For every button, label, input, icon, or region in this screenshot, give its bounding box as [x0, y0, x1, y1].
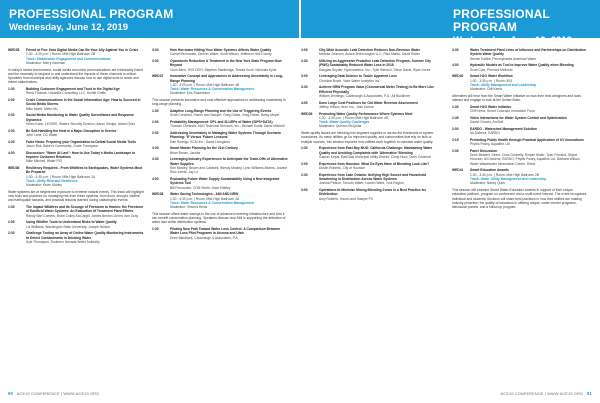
session-meta: Thomas Chesnutt, A&N Technical Services, Inc.; Michael Kohls, David Mitchell: [170, 124, 285, 129]
session-title: Using Wildfire Tools to Understand Risks to Water Quality: [26, 220, 117, 225]
session-meta: 1:30 - 4:30 p.m. | Room: Mile High Ballroom 4D: [319, 115, 389, 120]
session-meta: Helen Kahn, LEGRIS, Waters Security Division; Aaron Sledge; Adam Grizz: [26, 122, 136, 127]
session-description: Attendees will hear from the Smart Water Initiative on how their tech-designers and tools interact and engage to look at the United State.: [452, 93, 581, 103]
session-moderator: Moderator: Cliff Kerns: [470, 87, 503, 92]
session-entry: [301, 188, 437, 201]
session-meta: 1:30 - 3:00 p.m. | Room: Mile High Ballroom 4B: [170, 82, 240, 87]
page-number-right: 91: [586, 391, 592, 396]
session-entry: [152, 120, 288, 129]
program-column-1: [8, 48, 144, 247]
session-code: WED40: [452, 74, 464, 79]
session-entry: [8, 129, 144, 138]
right-page-header: [300, 0, 600, 46]
session-meta: Dan Rodrigo, KCM Inc.; David Livingston: [170, 139, 230, 144]
session-code: 4:00: [301, 100, 308, 105]
session-meta: Daniel Groves, ArcSoft: [470, 120, 504, 125]
session-body: [170, 227, 288, 240]
session-title: Be Self-Handling the Heat in a Major Disruption in Service: [26, 128, 117, 133]
header-date-left: Wednesday, June 12, 2019: [9, 22, 128, 33]
session-entry: [452, 116, 588, 125]
session-track: Track: Utility Risk and Resilience: [26, 178, 78, 183]
session-meta: Drew Beadell, Direct; Chris Donnelly, Simple Water; Tyler Ferrand, Object Houston; Ali Dickens, EARDO; Phyllis Posey, Aquafine Ltd; Barbara Wilson, Water Wastewater Information Center, Direct: [470, 153, 581, 166]
session-body: [319, 48, 437, 57]
session-meta: Steven Kottke, Pennsylvania American Water: [470, 56, 537, 61]
session-code: 1:30: [152, 109, 159, 114]
session-body: [170, 48, 288, 57]
session-entry: [301, 112, 437, 129]
session-title: Crisis Communications in the Social Information Age: How to Succeed in Social Media Storms: [26, 98, 141, 107]
session-meta: 1:30 - 3:30 p.m. | Room: 504: [470, 78, 512, 83]
session-code: 3:00: [152, 48, 159, 52]
session-code: 2:00: [301, 48, 308, 52]
session-body: [319, 59, 437, 72]
session-moderator: Moderator: Kevin Morley: [26, 183, 62, 188]
session-code: 1:30: [301, 146, 308, 151]
session-code: 2:00: [8, 220, 15, 225]
session-entry: [8, 48, 144, 65]
session-title: Experience from Lake Ontario: Unifying High Source and Household Smartening in Distribution Across Water Systems: [319, 172, 427, 181]
session-title: EARDO - Watershed Management Solution: [470, 126, 537, 131]
session-code: 1:30: [152, 227, 159, 232]
session-title: The Impact Wildfires and Its Scourge of Firestorm to Homes: the Firestorm of Eastfield Water Systems: An Evaluation of Treatment Plant Efforts: [26, 205, 144, 214]
session-title: Innovative Concept and Approaches to Addressing Uncertainty in Long-Range Planning: [170, 74, 283, 83]
session-code: 4:00: [8, 150, 15, 155]
session-meta: Joshua Pearce, Toronto Water; Lauren Ward, York Region: [319, 181, 404, 186]
session-title: Done Large Cost Positions for Old Water Revenue Assessment: [319, 100, 418, 105]
session-entry: [152, 109, 288, 118]
session-entry: [152, 227, 288, 240]
session-title: Leveraging Data Science to Tackle Apparent Loss: [319, 74, 397, 79]
program-column-3: [301, 48, 437, 203]
session-meta: Jason Bus, Baker's Community; Susie Thompson: [26, 143, 99, 148]
session-title: Discussion: "Warm At Last": How to Use Today's Media Landscape to Improve Customer Relations: [26, 150, 136, 159]
session-meta: Brian Brown, Jacobs: [170, 150, 201, 155]
session-title: Cyanotoxin Reduction & Treatment in the New York State Program Now Beyond: [170, 58, 282, 68]
session-entry: [8, 98, 144, 111]
session-description: In today's media environment, social media and crisis communications are intrinsically linked and the necessity to respond to and understand the impacts of these channels is critical. Speakers from municipal and utility agencies discuss how to use digital tools to reach and inform stakeholders.: [8, 67, 143, 85]
session-entry: [8, 87, 144, 96]
session-code: 3:30: [152, 157, 159, 162]
session-title: Protecting Public Health through Practical Application of UV Innovations: [470, 137, 584, 142]
header-title-left: PROFESSIONAL PROGRAM: [9, 7, 174, 21]
session-code: 2:15: [452, 137, 459, 142]
session-body: [470, 48, 588, 61]
session-code: 4:00: [152, 176, 159, 181]
session-code: 3:00: [301, 74, 308, 79]
session-body: [470, 138, 588, 147]
session-description: Water quality issues are bleeding into segment supplies or across the thresholds of system boundaries. As many utilities go for improved quality, and communities that rely on bulk or multiple sources, this session explores how utilities work together to maintain water quality.: [301, 131, 434, 144]
session-title: Experience from Houston: What Do Eyes Have of Blending Look Like?: [319, 161, 430, 166]
session-title: Evaluating Future Water Supply Sustainability Using a New Integrated Systems Tool: [170, 176, 280, 186]
session-title: Piloting New Path Toward Water Loss Control: A Comparison Between Water Loss Pilot Programs in Arizona and Utah: [170, 227, 281, 236]
session-code: 2:30: [8, 231, 15, 236]
session-entry: [452, 63, 588, 72]
session-meta: Ali Dickens, EARDO: [470, 131, 500, 136]
session-code: WED35: [8, 48, 20, 52]
session-body: [170, 59, 288, 72]
session-title: Addressing Uncertainty in Managing Water Systems Through Scenario Planning: 'If' Versus 'Future Lessons': [170, 131, 281, 140]
session-entry: [152, 157, 288, 174]
session-meta: John Lane, DC Water: [26, 133, 58, 137]
session-body: [26, 205, 144, 218]
program-column-2: [152, 48, 288, 242]
session-entry: [8, 205, 144, 218]
session-body: [26, 98, 144, 111]
session-code: 1:30: [8, 87, 15, 92]
session-moderator: Moderator: Nancy Quirk: [470, 181, 505, 186]
session-body: [26, 166, 144, 187]
session-meta: Chris Allen, NYS DOH, Stephen Stanbridge, Teresa Knoll, Nicholas Kyrle: [170, 67, 277, 72]
session-title: Utilizing an Aggressive Proactive Leak Detection Program, Sumner City (PWS) Sustainably Reduced Water Loss in 2018: [319, 58, 432, 68]
session-moderator: Moderator: Merry Kaulman: [26, 60, 66, 65]
session-body: [26, 231, 144, 244]
session-body: [470, 168, 588, 185]
session-title: Smart Education Awards: [470, 168, 509, 173]
session-track: Track: Water Utility Management and Leadership: [470, 176, 547, 181]
header-title-right: PROFESSIONAL PROGRAM: [453, 7, 550, 34]
session-meta: Erin Mosley; Brown and Caldwell, Wendy Manley, Lynn Williams-Bivens, Joanne Ruiz-Leeds, Jay Lo: [170, 165, 288, 175]
session-code: 3:00: [301, 187, 308, 192]
session-entry: [301, 146, 437, 159]
session-meta: Bill Fernandez, CDM Smith; Dave Rattley: [170, 185, 231, 190]
session-meta: Gaurav Kirpal, East Bay Municipal Utility District; Cindy Hurd, Doris Crickmar: [319, 154, 431, 159]
session-title: False News: Preparing your Organization to Defeat Social Media Trolls: [26, 139, 137, 144]
session-title: Leveraging Industry Experiences to Anticipate the Trade-Offs of Alternative Water Supplies: [170, 157, 288, 166]
session-meta: 1:30 - 4:30 p.m. | Room: Mile High Ballroom 2B: [26, 52, 96, 57]
session-entry: [452, 48, 588, 61]
session-entry: [152, 74, 288, 95]
session-body: [170, 192, 288, 209]
session-body: [470, 105, 588, 114]
session-meta: Mike Moritt, Metro M1: [26, 106, 58, 111]
session-entry: [8, 151, 144, 164]
session-entry: [452, 149, 588, 166]
session-meta: Melissa Johnson, Aclara Technologies LLC; Paul Marks, David Rutter: [319, 52, 421, 57]
session-meta: Scott Cole, Pennoni Methods: [470, 67, 513, 72]
session-entry: [301, 74, 437, 83]
session-body: [470, 74, 588, 91]
session-entry: [152, 59, 288, 72]
session-code: 2:00: [301, 161, 308, 166]
footer-left: [8, 391, 99, 396]
session-entry: [152, 146, 288, 155]
session-body: [470, 63, 588, 72]
session-title: Probability Management: DPL and SLURPs of Water (SIPS+DATA): [170, 120, 273, 125]
session-code: 2:30: [152, 131, 159, 136]
session-meta: Phyllis Posey, Aquafine Ltd: [470, 142, 510, 147]
session-entry: [301, 48, 437, 57]
session-body: [26, 113, 144, 126]
session-body: [319, 74, 437, 83]
session-code: 2:30: [301, 58, 308, 63]
session-entry: [452, 74, 588, 91]
session-entry: [301, 59, 437, 72]
session-title: Promoting Water Quality Performance Where Systems Meet: [319, 111, 413, 116]
session-title: Water Treatment Plant Lines of Influence and Partnerships on Distribution System Water Quality: [470, 48, 586, 57]
session-code: WED39: [301, 111, 313, 116]
session-body: [319, 101, 437, 110]
footer-right: [501, 391, 592, 396]
session-track: Track: Utility Management and Leadership: [470, 82, 537, 87]
session-track: Track: Water Quality Challenges: [319, 120, 370, 125]
session-code: 3:30: [152, 58, 159, 63]
session-title: Operations to Minimize Mixing Blending Zones in a Best Practice for Distribution: [319, 187, 426, 197]
session-body: [319, 188, 437, 201]
session-meta: 1:30 - 4:30 p.m. | Room: Mile High Ballroom 4A: [170, 196, 240, 201]
session-body: [170, 157, 288, 174]
session-title: Smart Master Planning for the 21st Century: [170, 146, 238, 151]
session-code: 3:30: [452, 48, 459, 52]
session-title: Experience from East Bay MUD: California Challenge: Maintaining Water Quality and Avoiding Complaints with 'Alternative' Blending: [319, 146, 433, 155]
session-code: 4:00: [452, 63, 459, 68]
session-body: [170, 131, 288, 144]
session-meta: Kyle Thompson, Southern Nevada Water Authority: [26, 239, 100, 244]
session-code: WED36: [8, 165, 20, 170]
session-code: 3:30: [8, 139, 15, 144]
session-body: [470, 116, 588, 125]
session-entry: [301, 162, 437, 171]
session-meta: Cornell Buchanan, Denver Water; Scott Wilson, Jefferson Hull County: [170, 52, 272, 57]
session-body: [26, 48, 144, 65]
session-description: This session offers water savings in the use of advanced metering infrastructure and how it can benefit conservation planning. Speakers discuss how AMI is supporting the detection of water loss within distribution systems.: [152, 211, 286, 225]
session-track: Track: Water Resources & Conservation Management: [170, 87, 254, 92]
session-entry: [8, 231, 144, 244]
session-title: Resiliency Required - From Wildfires to Earthquakes, Water Systems Must Be Prepared: [26, 165, 143, 175]
session-meta: Rena Thomas, Urbanitis Consulting LLC, Huntle Griffin: [26, 91, 106, 96]
session-meta: Jeffrey Wilson, Itron Inc.; Josh Dunne: [319, 104, 374, 109]
session-body: [470, 149, 588, 166]
session-meta: Randy Bart Comers, Bram Colley-McCargill, James Benton-Gehm; Ann Gray: [26, 213, 139, 218]
session-code: 3:00: [152, 146, 159, 151]
session-body: [170, 146, 288, 155]
session-entry: [8, 113, 144, 126]
session-entry: [452, 127, 588, 136]
session-code: 2:00: [8, 98, 15, 103]
session-body: [26, 140, 144, 149]
session-code: 1:30: [452, 104, 459, 109]
session-title: Water Saving Technologies - AMI AND NRW: [170, 192, 239, 197]
session-entry: [452, 105, 588, 114]
page-number-left: 90: [8, 391, 14, 396]
session-description: This session presents innovative and cost-effective approaches to addressing uncertainty in long-range planning.: [152, 98, 286, 107]
session-title: Panel Discussion: [470, 148, 498, 153]
left-page-header: [0, 0, 300, 38]
session-code: 2:00: [452, 126, 459, 131]
session-body: [170, 109, 288, 118]
session-entry: [301, 173, 437, 186]
session-code: 1:45: [452, 115, 459, 120]
session-meta: 1:30 - 4:30 p.m. | Room: Mile High Ballroom 2A: [26, 174, 96, 179]
session-entry: [152, 192, 288, 209]
session-body: [170, 74, 288, 95]
session-meta: Mike Mitchell, Water PIO: [26, 159, 63, 164]
session-track: Track: Stakeholder Engagement and Communications: [26, 56, 111, 61]
session-body: [319, 85, 437, 98]
session-title: Hydraulic Models as Tool to Improve Water Quality when Blending: [470, 63, 574, 68]
session-title: Challenge Testing an Array of Online Water Quality Monitoring Instruments to Detect Contaminants in Drinking Water: [26, 231, 144, 240]
session-code: WED41: [452, 168, 464, 173]
session-body: [26, 220, 144, 229]
session-moderator: Moderator: Quinton McQuilla: [319, 124, 362, 129]
header-date-right: Wednesday, June 12, 2019: [453, 35, 572, 46]
session-body: [319, 146, 437, 159]
session-entry: [8, 166, 144, 187]
session-title: Achieve NRW Program Value (Commercial Meter Testing) to Be More Like Efficient Physically: [319, 85, 434, 94]
session-title: How Hurricane Hitting Your Water Systems Affects Water Quality: [170, 48, 272, 52]
session-code: 2:00: [152, 120, 159, 125]
session-entry: [8, 220, 144, 229]
session-code: 2:30: [8, 113, 15, 118]
session-entry: [452, 138, 588, 147]
program-column-4: [452, 48, 588, 212]
session-meta: Cliff Kerns, Smart Colorado Innovation Fund: [470, 109, 535, 114]
session-moderator: Moderator: Eric Rosenblum: [170, 91, 211, 96]
session-meta: 1:30 - 3:30 p.m. | Room: Mile High Ballroom 2B: [470, 172, 540, 177]
session-entry: [152, 177, 288, 190]
session-code: 3:30: [301, 85, 308, 90]
session-body: [319, 173, 437, 186]
session-body: [170, 120, 288, 129]
session-body: [470, 127, 588, 136]
session-meta: Amy Roberts, Hazen and Sawyer PC: [319, 196, 374, 201]
footer-left-text: ACE19 CONFERENCE | WWW.ACE19.ORG: [16, 392, 100, 396]
session-moderator: Moderator: Vincent Hentz: [170, 205, 208, 210]
session-title: Building Customer Engagement and Trust in the Digital Age: [26, 87, 120, 92]
session-title: City-Wide Acoustic Leak Detection Reduces Non-Revenue Water: [319, 48, 421, 52]
session-description: Water systems are at heightened exposure to extreme natural events. This track will highlight new tools and practices for managing risk from these systems, from flood, drought, wildfire and earthquake hazards, and practical lessons learned during catastrophic events.: [8, 189, 144, 203]
session-meta: Douglas Snyder, Hydrometrics, Inc.; Tyler Benson, Steve Davis, Ryan Jones: [319, 67, 431, 72]
session-code: WED37: [152, 74, 164, 79]
session-code: 3:00: [8, 128, 15, 133]
session-code: 1:30: [8, 205, 15, 210]
session-body: [170, 177, 288, 190]
session-title: Video Interactions for Water System Control and Optimization: [470, 115, 567, 120]
session-code: WED38: [152, 192, 164, 197]
session-entry: [152, 131, 288, 144]
session-track: Track: Water Resources & Conservation Management: [170, 200, 254, 205]
session-title: Friend or Foe: How Digital Media Can Be Your Ally Against You in Crisis: [26, 48, 139, 52]
session-meta: Scott Cordovid, Hazen and Sawyer; Greg Gates, Greg Fisher, Betsy Meyer: [170, 113, 280, 118]
session-entry: [8, 140, 144, 149]
session-entry: [152, 48, 288, 57]
session-title: Social Media Monitoring to Water Quality Surveillance and Response Dynamics: [26, 113, 134, 122]
session-body: [319, 162, 437, 171]
session-description: This session will examine Smart Water Education Awards in support of their unique education platform, program on conference and a multi-event interest. The event recognizes individual and students' Sections will share best practices in how their utilities are making industry proactive; the quality of education in offering unique, water mentor programs, discussion panels, and a follow-up program.: [452, 187, 587, 210]
session-meta: William Jennings, Cavanaugh & Associates, P.A.; Ali Buckhner: [319, 93, 411, 98]
session-entry: [301, 85, 437, 98]
session-title: Adaptive Long-Range Planning and the Use of Triggering Events: [170, 109, 272, 114]
session-title: Smart H2O Water Workflow: [470, 74, 513, 79]
session-body: [319, 112, 437, 129]
session-code: 2:30: [301, 172, 308, 177]
session-entry: [301, 101, 437, 110]
session-body: [26, 151, 144, 164]
session-entry: [452, 168, 588, 185]
session-body: [26, 87, 144, 96]
footer-right-text: ACE19 CONFERENCE | WWW.ACE19.ORG: [500, 392, 584, 396]
session-body: [26, 129, 144, 138]
session-meta: Dustin Roberts, City of Houston: [319, 165, 366, 170]
session-meta: Liz Williams, Washington State University; Joseph Nelson: [26, 224, 111, 229]
session-code: 2:30: [452, 148, 459, 153]
page-gutter: [299, 0, 301, 38]
session-meta: Drew Blackwell, Cavanaugh & Associates, P.A.: [170, 235, 239, 240]
session-title: Smart H2O Water Initiative: [470, 104, 512, 109]
session-meta: Christine Boyle, Valor Water Analytics Inc.: [319, 78, 381, 83]
